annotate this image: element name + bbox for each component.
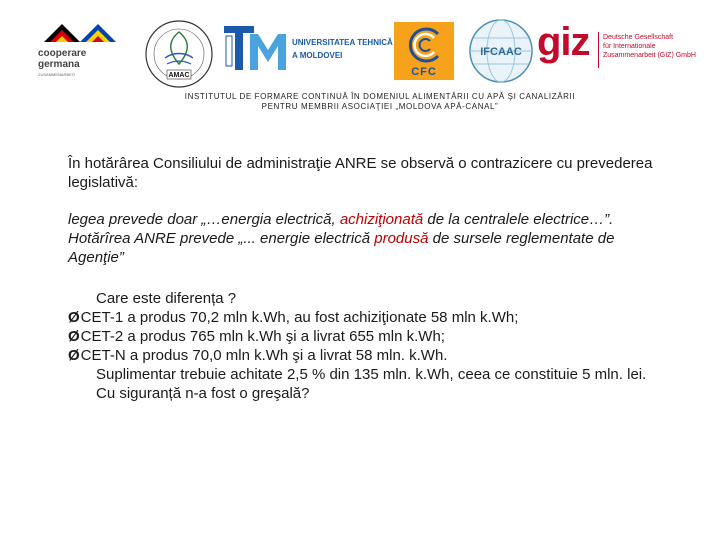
anre-quote-a: Hotărîrea ANRE prevede „... energie electrică [68,230,375,247]
intro-paragraph: În hotărârea Consiliului de administraţie ANRE se observă o contrazicere cu prevederea legislativă: [68,155,653,191]
law-quote-b: de la centralele electrice…”. [423,211,614,228]
cooperare-text: cooperare [38,48,87,59]
ifcaac-text: IFCAAC [480,46,522,58]
cfc-text: CFC [411,66,437,78]
ifcaac-logo [468,18,534,84]
giz-divider [598,32,599,68]
giz-wordmark: giz [537,20,590,64]
amac-logo [143,18,215,90]
cooperare-germana-logo [34,22,126,84]
amac-text: AMAC [168,72,190,79]
cfc-logo [394,22,454,80]
arrow-bullet-icon: Ø [68,309,80,326]
bullet-item [68,308,668,327]
bullet-text: CET-2 a produs 765 mln k.Wh şi a livrat 655 mln k.Wh; [80,328,445,345]
law-quote [68,210,668,229]
cfc-rings-icon [394,22,454,64]
germana-text: germana [38,59,80,70]
institute-title-line1: INSTITUTUL DE FORMARE CONTINUĂ ÎN DOMENIUL ALIMENTĂRII CU APĂ ŞI CANALIZĂRII [184,92,576,101]
supplement-paragraph: Suplimentar trebuie achitate 2,5 % din 135 mln. k.Wh, ceea ce constituie 5 mln. lei. [96,366,647,383]
arrow-bullet-icon: Ø [68,347,80,364]
utm-name-line2: A MOLDOVEI [292,51,343,60]
utm-emblem-icon [222,22,290,74]
flags-icon [40,22,120,46]
anre-quote [68,229,668,267]
zusammenarbeit-text: ZUSAMMENARBEIT [38,72,76,77]
utm-name-line1: UNIVERSITATEA TEHNICĂ [292,38,393,47]
giz-logo [537,20,707,76]
giz-name-line2: für Internationale [603,43,656,50]
utm-logo [222,22,393,78]
law-quote-a: legea prevede doar „…energia electrică, [68,211,340,228]
slide-body [68,154,668,403]
bullet-item [68,346,668,365]
question-line: Care este diferența ? [96,290,237,307]
spacer [68,267,668,289]
bullet-text: CET-1 a produs 70,2 mln k.Wh, au fost achiziţionate 58 mln k.Wh; [80,309,519,326]
anre-quote-highlight: produsă [374,230,429,247]
anre-quote-b: de sursele reglementate de Agenţie” [68,230,615,266]
logo-strip [0,8,720,88]
law-quote-highlight: achiziţionată [339,211,424,228]
final-question: Cu siguranță n-a fost o greşală? [96,385,310,402]
giz-name-line1: Deutsche Gesellschaft [603,34,674,41]
amac-emblem-icon [143,18,215,90]
arrow-bullet-icon: Ø [68,328,80,345]
bullet-item [68,327,668,346]
bullet-text: CET-N a produs 70,0 mln k.Wh şi a livrat 58 mln. k.Wh. [80,347,448,364]
giz-name-line3: Zusammenarbeit (GIZ) GmbH [603,52,696,59]
institute-title-line2: PENTRU MEMBRII ASOCIAŢIEI „MOLDOVA APĂ-CANAL” [261,102,499,111]
